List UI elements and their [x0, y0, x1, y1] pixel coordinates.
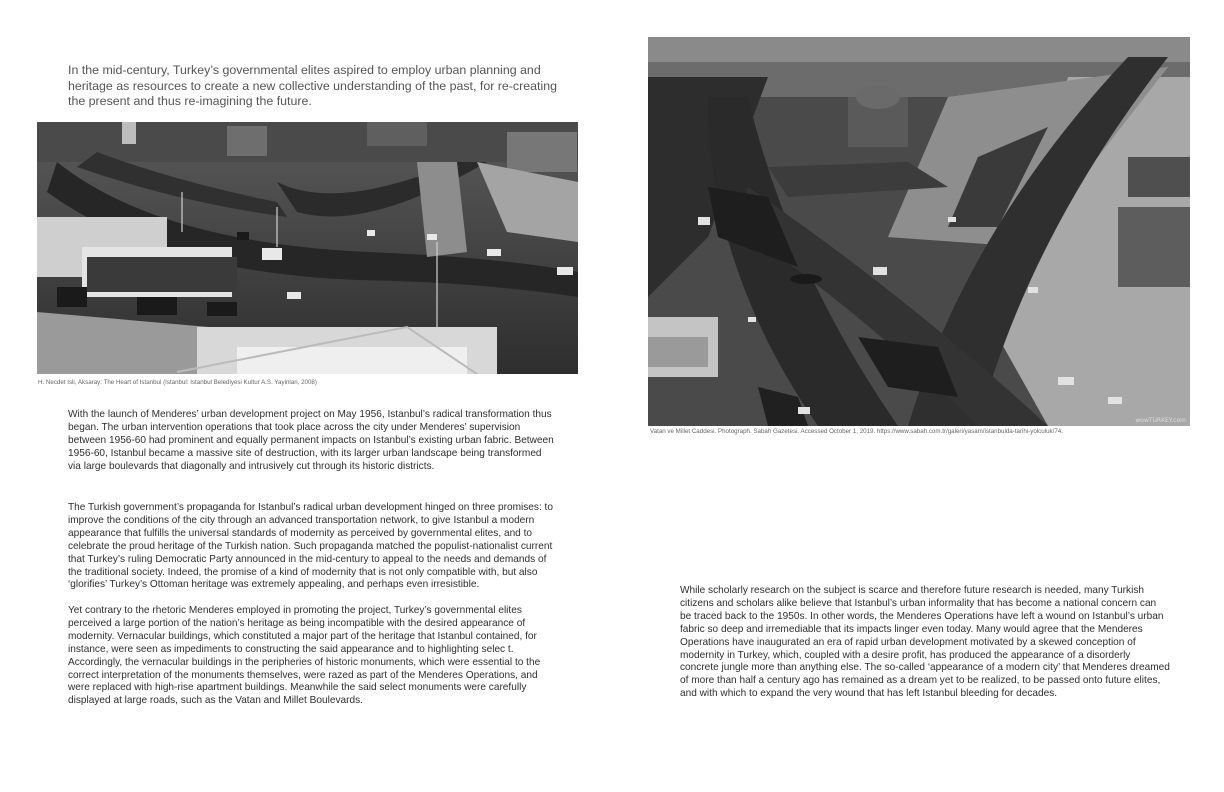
vatan-millet-photo-caption: Vatan ve Millet Caddesi. Photograph. Sabah Gazetesi. Accessed October 1, 2019. https://www.sabah.com.tr/galeri/yasam/istanbulda-tarihi-yolculuk/74. — [650, 428, 1063, 435]
intro-text: In the mid-century, Turkey’s governmental elites aspired to employ urban planning and heritage as resources to create a new collective understanding of the past, for re-creating the present and thus re-imagining the future. — [68, 63, 558, 109]
paragraph-menderes-launch: With the launch of Menderes’ urban development project on May 1956, Istanbul’s radical transformation thus began. The urban intervention operations that took place across the city under Menderes’ supervision between 1956-60 had prominent and equally permanent impacts on Istanbul’s existing urban fabric. Between 1956-60, Istanbul became a massive site of destruction, with its larger urban landscape being transformed via large boulevards that diagonally and intrusively cut through its historic districts. — [68, 409, 554, 472]
vatan-millet-photo-illustration — [648, 37, 1190, 426]
aksaray-photo-illustration — [37, 122, 578, 374]
vatan-millet-photo — [648, 37, 1190, 426]
paragraph-propaganda: The Turkish government’s propaganda for Istanbul’s radical urban development hinged on three promises: to improve the conditions of the city through an advanced transportation network, to give Istanbul a modern appearance that fulfills the universal standards of modernity as perceived by governmental elites, and to celebrate the proud heritage of the Turkish nation. Such propaganda matched the populist-nationalist current that Turkey’s ruling Democratic Party announced in the mid-century to appeal to the needs and demands of the traditional society. Indeed, the promise of a kind of modernity that is not only compatible with, but also ‘glorifies’ Turkey’s Ottoman heritage was extremely appealing, and perhaps even irresistible. — [68, 502, 553, 591]
paragraph-heritage: Yet contrary to the rhetoric Menderes employed in promoting the project, Turkey’s governmental elites perceived a large portion of the nation’s heritage as being incompatible with the desired appearance of modernity. Vernacular buildings, which constituted a major part of the heritage that Istanbul contained, for instance, were seen as impediments to constructing the said appearance and to highlighting selec t. Accordingly, the vernacular buildings in the peripheries of historic monuments, which were essential to the correct interpretation of the monuments themselves, were razed as part of the Menderes Operations, and were replaced with high-rise apartment buildings. Meanwhile the said select monuments were carefully displayed at large roads, such as the Vatan and Millet Boulevards. — [68, 605, 541, 707]
paragraph-urban-informality: While scholarly research on the subject is scarce and therefore future research is needed, many Turkish citizens and scholars alike believe that Istanbul’s urban informality that has become a national concern can be traced back to the 1950s. In other words, the Menderes Operations have left a wound on Istanbul’s urban fabric so deep and irremediable that its impacts linger even today. Many would agree that the Menderes Operations have inaugurated an era of rapid urban development motivated by a skewed conception of modernity in Turkey, which, coupled with a desire profit, has produced the appearance of a disorderly concrete jungle more than anything else. The so-called ‘appearance of a modern city’ that Menderes dreamed of more than half a century ago has remained as a dream yet to be realized, to be passed onto future elites, and with which to expand the very wound that has left Istanbul bleeding for decades. — [680, 585, 1170, 700]
photo-watermark: wowTURKEY.com — [1135, 417, 1186, 424]
aksaray-photo-caption: H. Necdet Isli, Aksaray: The Heart of Istanbul (Istanbul: Istanbul Belediyesi Kultur A.S. Yayinlari, 2008) — [38, 379, 317, 386]
aksaray-photo — [37, 122, 578, 374]
